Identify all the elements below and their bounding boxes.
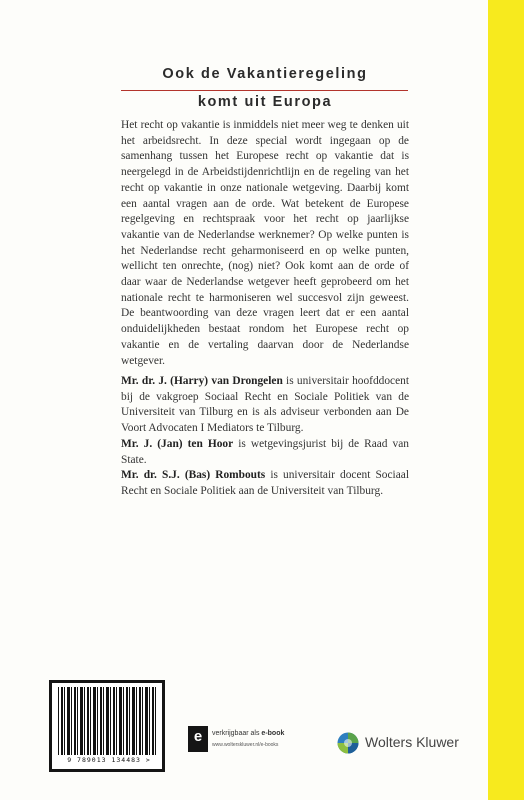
author-name: Mr. dr. J. (Harry) van Drongelen — [121, 375, 283, 387]
barcode-bars — [58, 687, 158, 755]
summary-text: Het recht op vakantie is inmiddels niet meer weg te denken uit het arbeidsrecht. In deze special wordt ingegaan op de samenhang tussen het Europese recht op vakantie dat is neergelegd in de Arbeidstijdenrichtlijn en de regeling van het recht op vakantie in onze nationale wetgeving. Daarbij komt een aantal vragen aan de orde. Wat betekent de Europese regelgeving en rechtspraak voor het recht op jaarlijkse vakantie van de Nederlandse werknemer? Op welke punten is het Nederlandse recht geharmoniseerd en op welke punten, wellicht ten onrechte, (nog) niet? Ook komt aan de orde of daar waar de Nederlandse wetgever heeft geprobeerd om het nationale recht te harmoniseren wel succesvol zijn geweest. De beantwoording van deze vragen leert dat er een aantal onduidelijkheden bestaat rondom het Europese recht op vakantie en de vertaling daarvan door de Nederlandse wetgever. — [121, 119, 409, 367]
barcode-number: 9 789013 134483 > — [67, 756, 151, 764]
ebook-badge — [188, 726, 303, 756]
ebook-label — [212, 730, 284, 737]
author-description: is universitair hoofddocent bij de vakgroep Sociaal Recht en Sociale Politiek van de Universiteit van Tilburg en is als adviseur verbonden aan De Voort Advocaten I Mediators te Tilburg. — [121, 375, 409, 435]
title-line-1: Ook de Vakantieregeling — [162, 66, 368, 82]
isbn-barcode — [49, 680, 165, 772]
ebook-label-bold: e-book — [261, 730, 285, 737]
publisher-logo — [337, 731, 487, 755]
author-bio — [121, 468, 409, 499]
ebook-url: www.wolterskluwer.nl/e-books — [212, 742, 279, 748]
title-divider — [121, 90, 408, 91]
author-bio — [121, 374, 409, 437]
author-description: is universitair docent Sociaal Recht en Sociale Politiek aan de Universiteit van Tilburg. — [121, 469, 409, 497]
title-line-2: komt uit Europa — [197, 94, 333, 110]
author-name: Mr. dr. S.J. (Bas) Rombouts — [121, 469, 266, 482]
publisher-name: Wolters Kluwer — [365, 734, 459, 750]
wolters-kluwer-globe-icon — [337, 732, 359, 754]
ebook-label-prefix: verkrijgbaar als — [212, 730, 262, 737]
yellow-spine-strip — [488, 0, 524, 800]
author-bios — [121, 374, 409, 500]
author-description: is wetgevingsjurist bij de Raad van State. — [121, 437, 410, 466]
author-name: Mr. J. (Jan) ten Hoor — [121, 437, 234, 450]
author-bio — [121, 437, 409, 468]
ebook-icon: e — [188, 726, 208, 752]
